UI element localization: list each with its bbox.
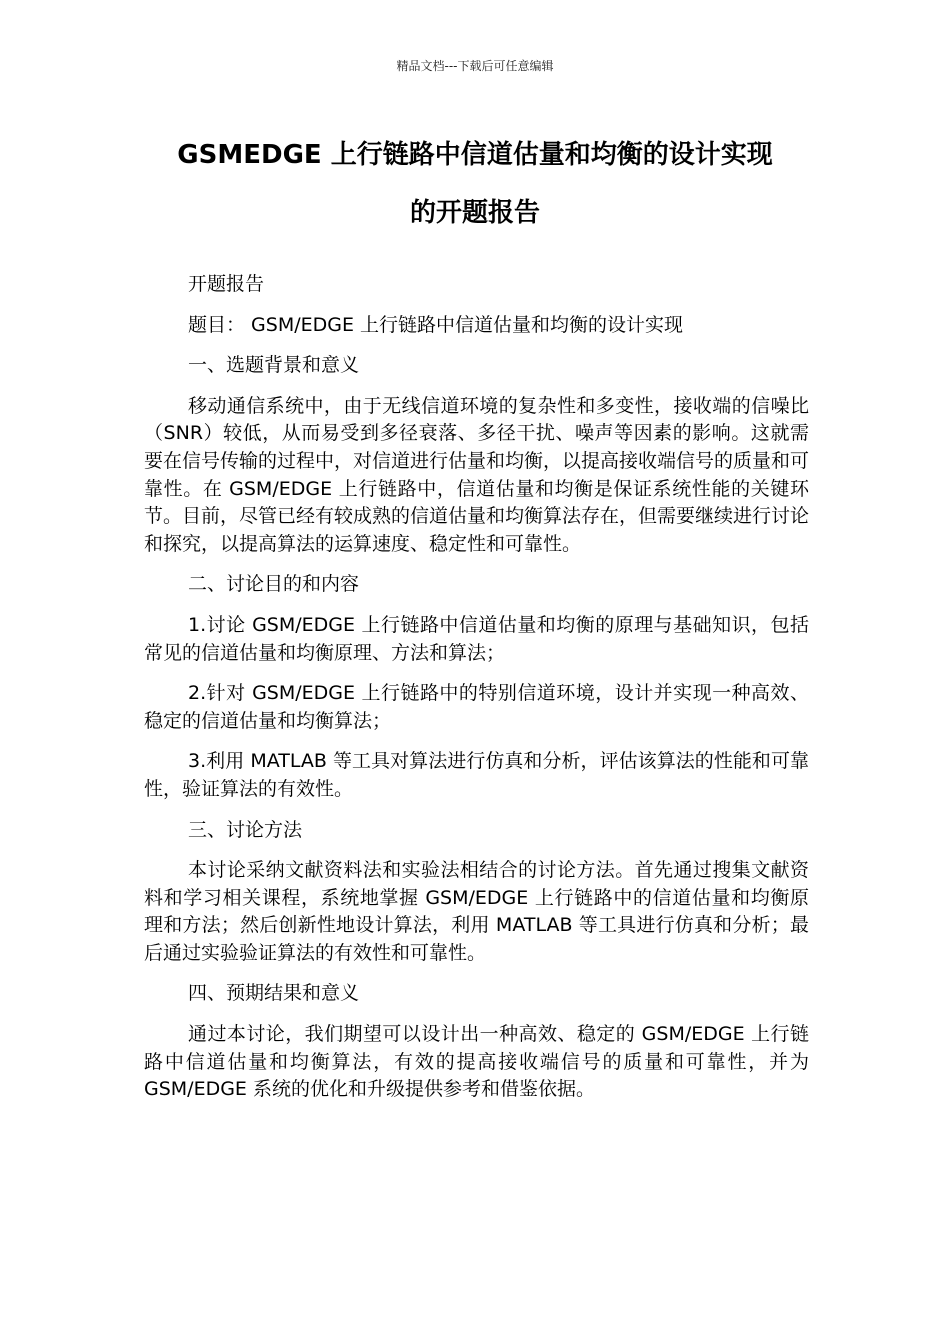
results-paragraph: 通过本讨论，我们期望可以设计出一种高效、稳定的 GSM/EDGE 上行链路中信道估量和均衡算法，有效的提高接收端信号的质量和可靠性，并为 GSM/EDGE 系统的优化和升级提供参考和借鉴依据。: [144, 1023, 809, 1101]
section-heading-results: 四、预期结果和意义: [188, 982, 360, 1005]
document-title-line-1: GSMEDGE 上行链路中信道估量和均衡的设计实现: [177, 140, 773, 170]
section-heading-method: 三、讨论方法: [188, 818, 303, 841]
section-heading-background: 一、选题背景和意义: [188, 354, 360, 377]
topic-line: 题目： GSM/EDGE 上行链路中信道估量和均衡的设计实现: [188, 313, 684, 336]
section-heading-purpose: 二、讨论目的和内容: [188, 573, 360, 596]
purpose-item-3: 3.利用 MATLAB 等工具对算法进行仿真和分析，评估该算法的性能和可靠性，验证算法的有效性。: [144, 750, 809, 800]
document-body: [144, 271, 809, 1104]
method-paragraph: 本讨论采纳文献资料法和实验法相结合的讨论方法。首先通过搜集文献资料和学习相关课程，系统地掌握 GSM/EDGE 上行链路中的信道估量和均衡原理和方法；然后创新性地设计算法，利用 MATLAB 等工具进行仿真和分析；最后通过实验验证算法的有效性和可靠性。: [144, 859, 809, 964]
page-header: 精品文档---下载后可任意编辑: [396, 59, 554, 73]
report-label: 开题报告: [188, 273, 265, 295]
purpose-item-1: 1.讨论 GSM/EDGE 上行链路中信道估量和均衡的原理与基础知识，包括常见的信道估量和均衡原理、方法和算法；: [144, 613, 809, 664]
background-paragraph: 移动通信系统中，由于无线信道环境的复杂性和多变性，接收端的信噪比（SNR）较低，从而易受到多径衰落、多径干扰、噪声等因素的影响。这就需要在信号传输的过程中，对信道进行估量和均衡，以提高接收端信号的质量和可靠性。在 GSM/EDGE 上行链路中，信道估量和均衡是保证系统性能的关键环节。目前，尽管已经有较成熟的信道估量和均衡算法存在，但需要继续进行讨论和探究，以提高算法的运算速度、稳定性和可靠性。: [144, 394, 810, 555]
purpose-item-2: 2.针对 GSM/EDGE 上行链路中的特别信道环境，设计并实现一种高效、稳定的信道估量和均衡算法；: [144, 682, 809, 732]
document-title-line-2: 的开题报告: [409, 198, 540, 228]
